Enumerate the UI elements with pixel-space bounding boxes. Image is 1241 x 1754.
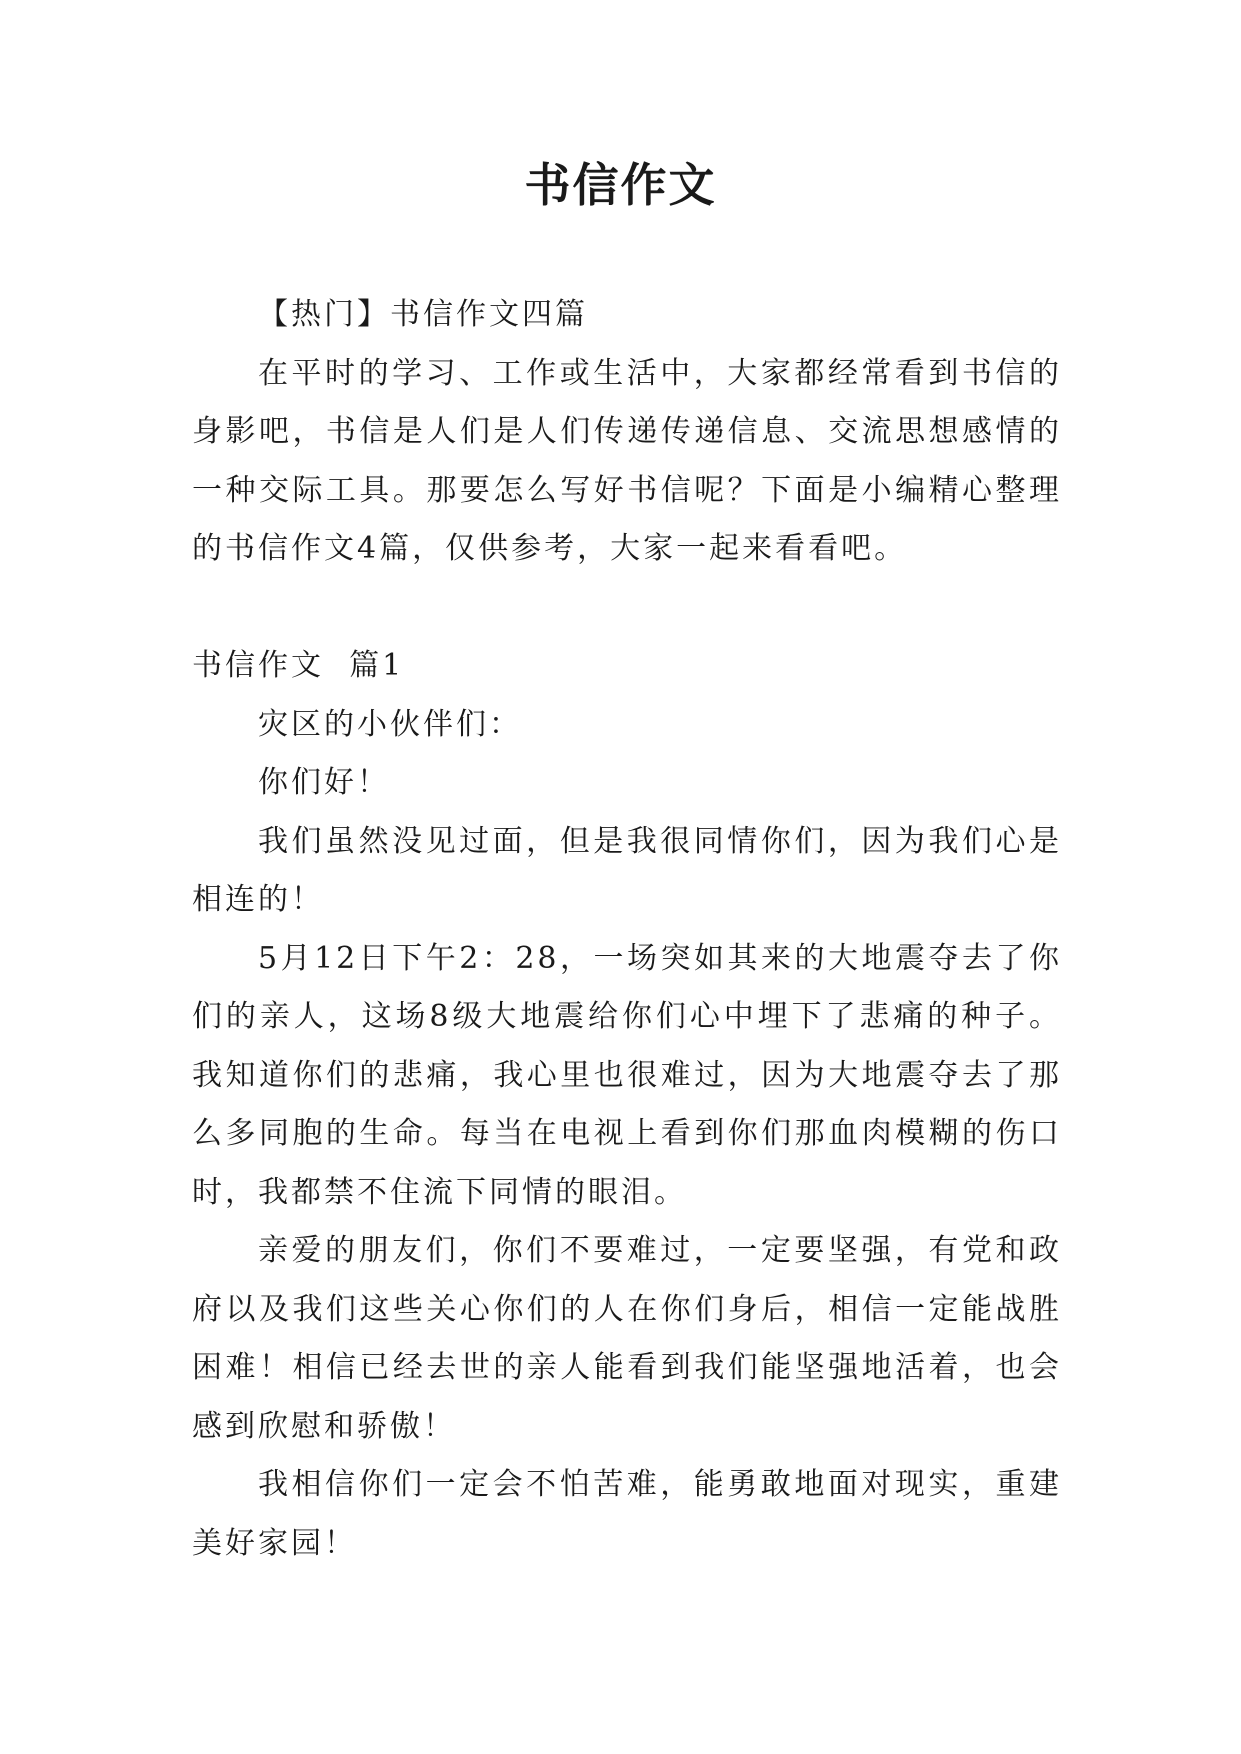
letter-paragraph: 5月12日下午2：28，一场突如其来的大地震夺去了你们的亲人，这场8级大地震给你们心中埋下了悲痛的种子。我知道你们的悲痛，我心里也很难过，因为大地震夺去了那么多同胞的生命。每当在电视上看到你们那血肉模糊的伤口时，我都禁不住流下同情的眼泪。	[192, 940, 1062, 1210]
letter-paragraph: 我们虽然没见过面，但是我很同情你们，因为我们心是相连的！	[192, 823, 1062, 917]
letter-salutation: 灾区的小伙伴们：	[258, 706, 522, 742]
letter-paragraph: 我相信你们一定会不怕苦难，能勇敢地面对现实，重建美好家园！	[192, 1467, 1062, 1561]
document-body	[192, 286, 1062, 1573]
letter-paragraph: 亲爱的朋友们，你们不要难过，一定要坚强，有党和政府以及我们这些关心你们的人在你们身后，相信一定能战胜困难！相信已经去世的亲人能看到我们能坚强地活着，也会感到欣慰和骄傲！	[192, 1233, 1062, 1444]
section-heading: 书信作文 篇1	[192, 648, 405, 683]
letter-greeting: 你们好！	[258, 765, 390, 800]
document-subtitle: 【热门】书信作文四篇	[258, 297, 588, 332]
intro-paragraph: 在平时的学习、工作或生活中，大家都经常看到书信的身影吧，书信是人们是人们传递传递信息、交流思想感情的一种交际工具。那要怎么写好书信呢？下面是小编精心整理的书信作文4篇，仅供参考，大家一起来看看吧。	[192, 355, 1062, 566]
section-spacer	[192, 579, 1062, 638]
document-title: 书信作文	[524, 158, 717, 212]
